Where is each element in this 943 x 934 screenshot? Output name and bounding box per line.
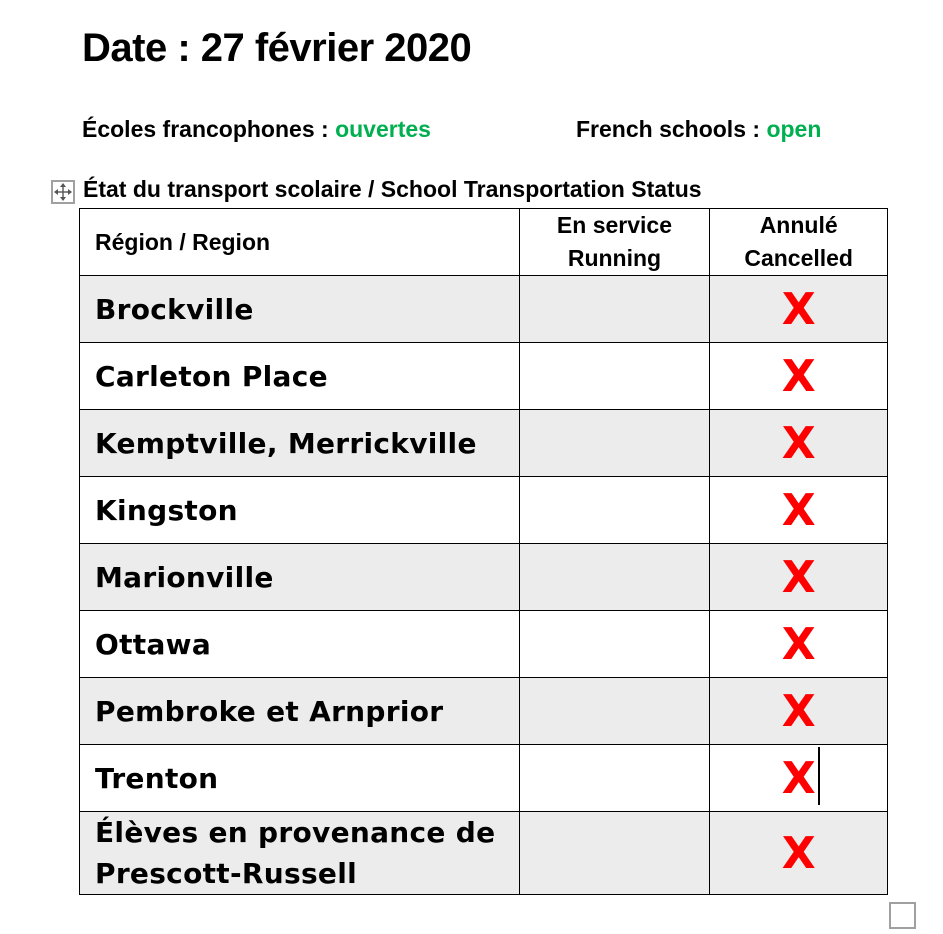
header-running-en: Running bbox=[567, 245, 662, 271]
document-title: Date : 27 février 2020 bbox=[82, 26, 472, 70]
running-cell[interactable] bbox=[519, 477, 710, 544]
status-english bbox=[576, 116, 821, 143]
cancelled-mark: X bbox=[781, 752, 816, 804]
region-cell[interactable]: Pembroke et Arnprior bbox=[80, 678, 520, 745]
region-cell[interactable] bbox=[80, 812, 520, 895]
move-arrows-icon bbox=[54, 183, 72, 201]
cancelled-cell[interactable]: X bbox=[710, 477, 888, 544]
status-english-label: French schools : bbox=[576, 116, 767, 142]
running-cell[interactable] bbox=[519, 343, 710, 410]
table-header-row bbox=[80, 209, 888, 276]
running-cell[interactable] bbox=[519, 544, 710, 611]
cancelled-cell[interactable]: X bbox=[710, 678, 888, 745]
status-french-label: Écoles francophones : bbox=[82, 116, 336, 142]
table-row bbox=[80, 544, 888, 611]
running-cell[interactable] bbox=[519, 678, 710, 745]
region-line-2: Prescott-Russell bbox=[95, 857, 358, 890]
text-cursor bbox=[818, 747, 820, 805]
header-cancelled-fr: Annulé bbox=[759, 212, 838, 238]
table-row bbox=[80, 812, 888, 895]
table-row bbox=[80, 276, 888, 343]
table-row bbox=[80, 745, 888, 812]
table-row bbox=[80, 410, 888, 477]
header-running-fr: En service bbox=[556, 212, 673, 238]
region-cell[interactable]: Marionville bbox=[80, 544, 520, 611]
running-cell[interactable] bbox=[519, 276, 710, 343]
region-cell[interactable]: Kingston bbox=[80, 477, 520, 544]
status-french-value: ouvertes bbox=[335, 116, 431, 142]
table-move-handle[interactable] bbox=[51, 180, 75, 204]
table-row bbox=[80, 611, 888, 678]
cancelled-cell[interactable]: X bbox=[710, 544, 888, 611]
status-french bbox=[82, 116, 431, 143]
table-row bbox=[80, 477, 888, 544]
cancelled-cell[interactable]: X bbox=[710, 343, 888, 410]
region-cell[interactable]: Kemptville, Merrickville bbox=[80, 410, 520, 477]
region-cell[interactable]: Trenton bbox=[80, 745, 520, 812]
running-cell[interactable] bbox=[519, 812, 710, 895]
running-cell[interactable] bbox=[519, 410, 710, 477]
cancelled-cell[interactable]: X bbox=[710, 410, 888, 477]
running-cell[interactable] bbox=[519, 611, 710, 678]
table-row bbox=[80, 343, 888, 410]
cancelled-cell[interactable]: X bbox=[710, 611, 888, 678]
region-cell[interactable]: Brockville bbox=[80, 276, 520, 343]
transport-status-table bbox=[79, 208, 888, 895]
table-resize-icon[interactable] bbox=[889, 902, 916, 929]
header-region: Région / Region bbox=[80, 209, 520, 276]
section-title: État du transport scolaire / School Transportation Status bbox=[83, 176, 702, 202]
region-cell[interactable]: Carleton Place bbox=[80, 343, 520, 410]
cancelled-cell[interactable] bbox=[710, 745, 888, 812]
region-line-1: Élèves en provenance de bbox=[95, 816, 496, 849]
cancelled-cell[interactable]: X bbox=[710, 812, 888, 895]
status-english-value: open bbox=[766, 116, 822, 142]
region-cell[interactable]: Ottawa bbox=[80, 611, 520, 678]
table-row bbox=[80, 678, 888, 745]
cancelled-cell[interactable]: X bbox=[710, 276, 888, 343]
header-cancelled bbox=[710, 209, 888, 276]
running-cell[interactable] bbox=[519, 745, 710, 812]
header-cancelled-en: Cancelled bbox=[744, 245, 853, 271]
header-running bbox=[519, 209, 710, 276]
